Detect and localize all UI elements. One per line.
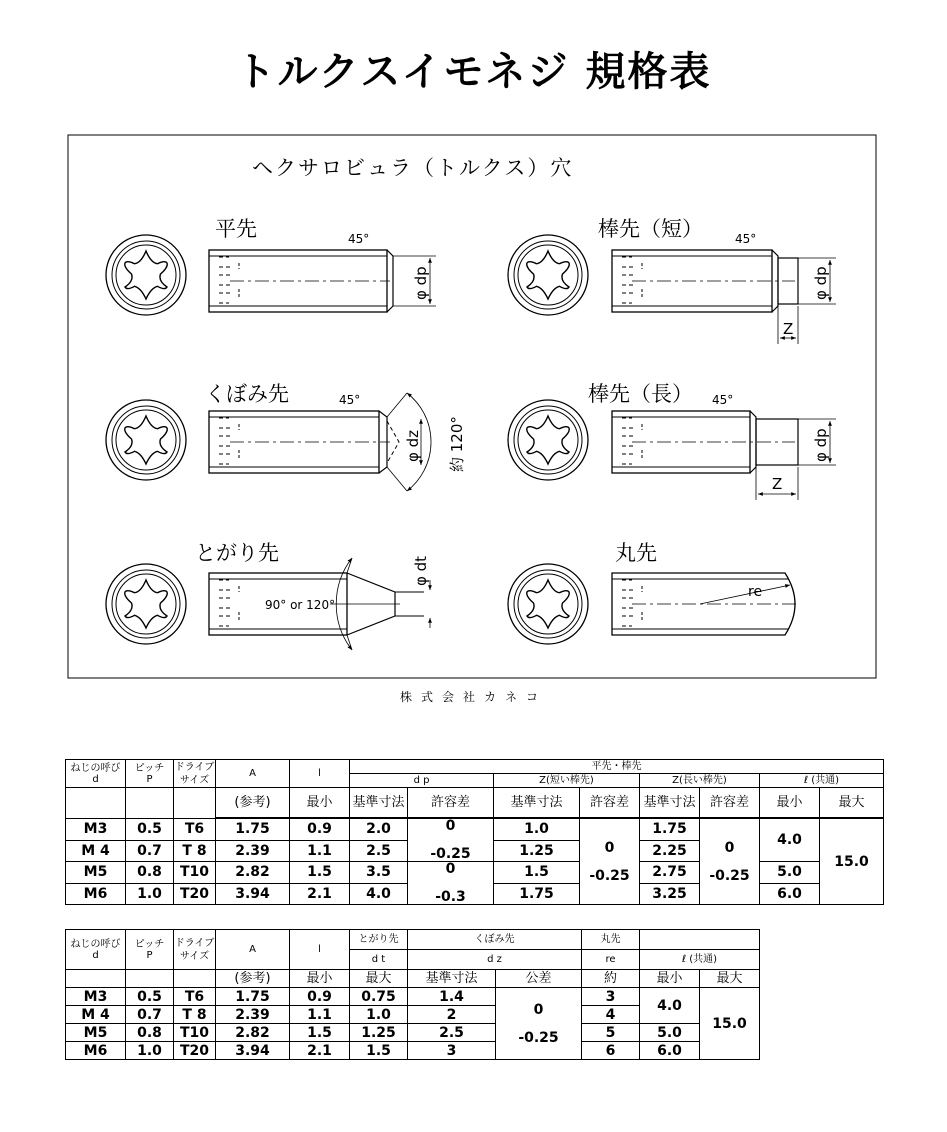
table-cell: 2: [408, 1006, 496, 1024]
table-cell: 0.8: [126, 862, 174, 884]
dim-oval: re: [748, 584, 763, 600]
col-header-length: ℓ (共通): [760, 774, 884, 788]
table-cell: M6: [66, 883, 126, 905]
table-cell: M 4: [66, 1006, 126, 1024]
table-cell: 1.0: [126, 1042, 174, 1060]
col-header-l: l: [290, 760, 350, 788]
sub-header-dt: 最大: [350, 970, 408, 988]
company-name: 株式会社カネコ: [399, 690, 547, 704]
table-cell: 2.25: [640, 840, 700, 862]
label-cone: とがり先: [195, 541, 279, 565]
table-cell: 2.5: [350, 840, 408, 862]
table-cell: [174, 970, 216, 988]
col-header-pitch: ピッチ P: [126, 760, 174, 788]
col-header-dt: d t: [350, 950, 408, 970]
col-header-pitch: ピッチ P: [126, 930, 174, 970]
table-row: [66, 819, 884, 841]
table-cell: 1.0: [494, 819, 580, 841]
table-cell: [66, 970, 126, 988]
table-cell: 1.5: [290, 1024, 350, 1042]
table-cell: 1.25: [494, 840, 580, 862]
table-cell: T20: [174, 883, 216, 905]
table-cell: 1.75: [494, 883, 580, 905]
zs-tol: 0 -0.25: [580, 819, 640, 905]
spec-table-flat-dog: [65, 759, 884, 905]
table-cell: 1.1: [290, 1006, 350, 1024]
z-dog-long: Z: [772, 475, 783, 493]
col-header-a: A: [216, 930, 290, 970]
col-header-length: ℓ (共通): [640, 950, 760, 970]
len-min-c: 6.0: [640, 1042, 700, 1060]
table-cell: T 8: [174, 840, 216, 862]
dim-cup: φ dz: [404, 429, 422, 462]
view-flat-point: [106, 217, 436, 315]
table-cell: 1.0: [126, 883, 174, 905]
table-row: [66, 1024, 760, 1042]
table-cell: 0.75: [350, 988, 408, 1006]
dp-tol-b: 0 -0.3: [408, 862, 494, 905]
table-cell: 0.5: [126, 988, 174, 1006]
sub-header-dp-tol: 許容差: [408, 788, 494, 818]
table-cell: [66, 788, 126, 819]
table-cell: 3: [408, 1042, 496, 1060]
table-row: [66, 862, 884, 884]
table-cell: T6: [174, 819, 216, 841]
cone-angle: 90° or 120°: [265, 598, 336, 612]
table-cell: 2.82: [216, 1024, 290, 1042]
col-header-drive: ドライブサイズ: [174, 761, 215, 786]
col-header-l: l: [290, 930, 350, 970]
dim-cone: φ dt: [412, 555, 430, 586]
len-min-a: 4.0: [760, 819, 820, 862]
table-cell: 6: [582, 1042, 640, 1060]
len-min-c: 6.0: [760, 883, 820, 905]
table-cell: [640, 930, 760, 950]
table-cell: 3.94: [216, 1042, 290, 1060]
table-cell: T 8: [174, 1006, 216, 1024]
group-header-cone: とがり先: [350, 930, 408, 950]
table-cell: 5: [582, 1024, 640, 1042]
view-cone-point: [106, 541, 430, 650]
table-cell: 0.9: [290, 988, 350, 1006]
label-flat: 平先: [215, 217, 257, 241]
table-cell: 0.7: [126, 840, 174, 862]
sub-header-zs-base: 基準寸法: [494, 788, 580, 818]
label-dog-short: 棒先（短）: [598, 217, 703, 241]
angle-flat: 45°: [348, 232, 370, 246]
angle-dog-long: 45°: [712, 393, 734, 407]
table-cell: 1.5: [494, 862, 580, 884]
table-cell: T20: [174, 1042, 216, 1060]
page-title: トルクスイモネジ 規格表: [235, 49, 712, 95]
table-cell: 1.75: [216, 819, 290, 841]
table-cell: M5: [66, 1024, 126, 1042]
label-dog-long: 棒先（長）: [588, 382, 693, 406]
table-cell: 0.7: [126, 1006, 174, 1024]
table-cell: M 4: [66, 840, 126, 862]
group-header-flat-dog: 平先・棒先: [350, 760, 884, 774]
dim-dog-long: φ dp: [812, 428, 830, 462]
label-oval: 丸先: [615, 541, 657, 565]
table-cell: 1.75: [640, 819, 700, 841]
sub-header-l: 最小: [290, 788, 350, 818]
table-cell: 1.1: [290, 840, 350, 862]
table-cell: 1.4: [408, 988, 496, 1006]
sub-header-re: 約: [582, 970, 640, 988]
table-cell: 2.1: [290, 1042, 350, 1060]
table-cell: 2.5: [408, 1024, 496, 1042]
dim-flat: φ dp: [412, 266, 430, 300]
sub-header-l: 最小: [290, 970, 350, 988]
len-min-b: 5.0: [640, 1024, 700, 1042]
col-header-a: A: [216, 760, 290, 788]
len-max: 15.0: [700, 988, 760, 1060]
col-header-name: ねじの呼び d: [66, 760, 126, 788]
spec-table-cone-cup-oval: [65, 929, 760, 1060]
table-cell: 2.0: [350, 819, 408, 841]
sub-header-dz-tol: 公差: [496, 970, 582, 988]
table-cell: 0.8: [126, 1024, 174, 1042]
table-cell: 2.1: [290, 883, 350, 905]
len-min-a: 4.0: [640, 988, 700, 1024]
table-cell: 1.5: [290, 862, 350, 884]
zl-tol: 0 -0.25: [700, 819, 760, 905]
sub-header-zs-tol: 許容差: [580, 788, 640, 818]
table-cell: 3.5: [350, 862, 408, 884]
table-cell: 0.5: [126, 819, 174, 841]
table-cell: T6: [174, 988, 216, 1006]
dz-tol: 0 -0.25: [496, 988, 582, 1060]
dp-tol-a: 0 -0.25: [408, 819, 494, 862]
sub-header-zl-base: 基準寸法: [640, 788, 700, 818]
table-cell: 2.75: [640, 862, 700, 884]
table-cell: 1.25: [350, 1024, 408, 1042]
sub-header-a: (参考): [216, 788, 290, 818]
table-cell: [126, 970, 174, 988]
len-min-b: 5.0: [760, 862, 820, 884]
cup-angle: 約 120°: [448, 416, 466, 472]
sub-header-len-min: 最小: [760, 788, 820, 818]
label-cup: くぼみ先: [205, 382, 289, 406]
len-max: 15.0: [820, 819, 884, 905]
table-cell: 4.0: [350, 883, 408, 905]
table-cell: 1.5: [350, 1042, 408, 1060]
table-cell: 0.9: [290, 819, 350, 841]
dim-dog-short: φ dp: [812, 266, 830, 300]
table-cell: 3.25: [640, 883, 700, 905]
angle-dog-short: 45°: [735, 232, 757, 246]
view-oval-point: [508, 541, 800, 644]
table-row: [66, 988, 760, 1006]
table-cell: M3: [66, 819, 126, 841]
col-header-dp: d p: [350, 774, 494, 788]
table-cell: 2.39: [216, 1006, 290, 1024]
sub-header-a: (参考): [216, 970, 290, 988]
table-cell: [174, 788, 216, 819]
sub-header-dz-base: 基準寸法: [408, 970, 496, 988]
angle-cup: 45°: [339, 393, 361, 407]
col-header-drive: ドライブサイズ: [174, 930, 216, 970]
table-cell: 3: [582, 988, 640, 1006]
table-cell: M5: [66, 862, 126, 884]
view-long-dog-point: [508, 382, 836, 500]
table-cell: M6: [66, 1042, 126, 1060]
table-cell: M3: [66, 988, 126, 1006]
col-header-re: re: [582, 950, 640, 970]
table-cell: 2.39: [216, 840, 290, 862]
table-cell: [126, 788, 174, 819]
sub-header-zl-tol: 許容差: [700, 788, 760, 818]
col-header-z-long: Z(長い棒先): [640, 774, 760, 788]
table-cell: T10: [174, 1024, 216, 1042]
table-cell: 1.75: [216, 988, 290, 1006]
col-header-name: ねじの呼び d: [66, 930, 126, 970]
group-header-oval: 丸先: [582, 930, 640, 950]
z-dog-short: Z: [783, 320, 794, 338]
table-cell: 4: [582, 1006, 640, 1024]
col-header-dz: d z: [408, 950, 582, 970]
sub-header-len-min: 最小: [640, 970, 700, 988]
table-cell: 2.82: [216, 862, 290, 884]
table-row: [66, 1042, 760, 1060]
view-cup-point: [106, 382, 466, 491]
sub-header-len-max: 最大: [700, 970, 760, 988]
group-header-cup: くぼみ先: [408, 930, 582, 950]
figure-heading: ヘクサロビュラ（トルクス）穴: [252, 156, 574, 180]
sub-header-dp-base: 基準寸法: [350, 788, 408, 818]
view-short-dog-point: [508, 217, 836, 344]
table-cell: 1.0: [350, 1006, 408, 1024]
sub-header-len-max: 最大: [820, 788, 884, 818]
table-cell: T10: [174, 862, 216, 884]
table-cell: 3.94: [216, 883, 290, 905]
col-header-z-short: Z(短い棒先): [494, 774, 640, 788]
